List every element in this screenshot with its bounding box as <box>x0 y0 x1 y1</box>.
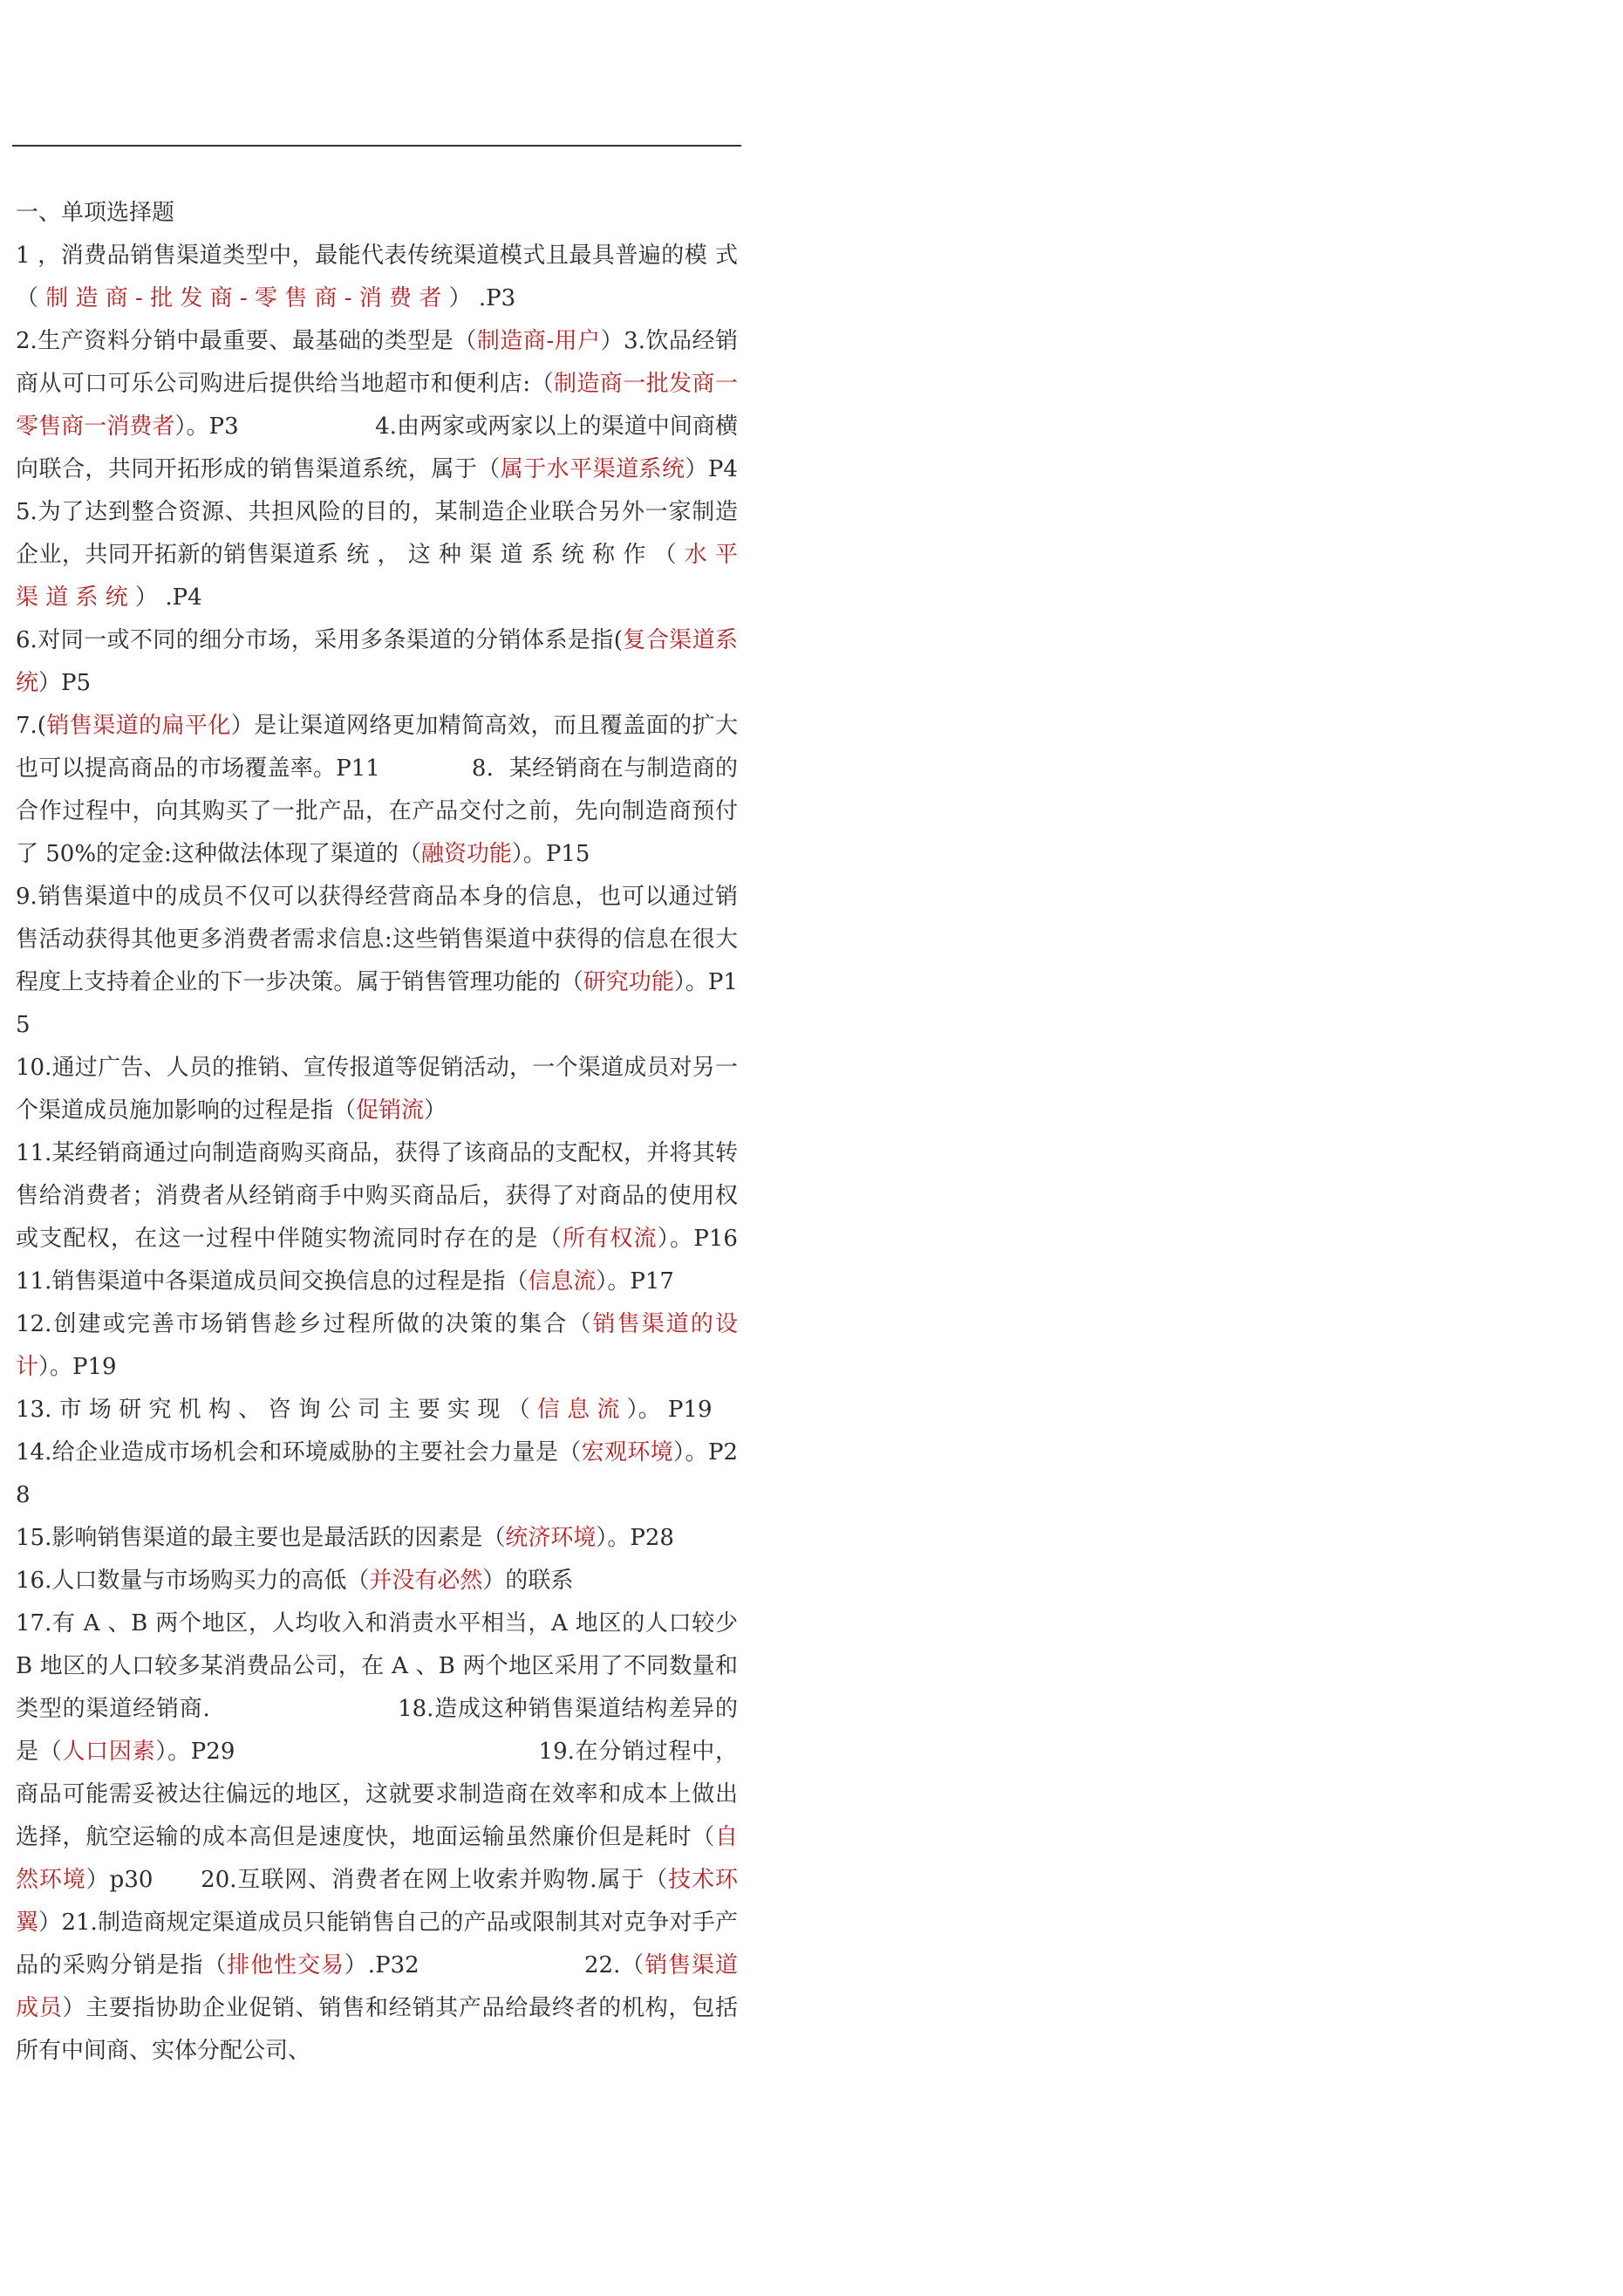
question-text: ）。P3 4.由两家或两家以上的渠道中间商横向联合，共同开拓形成的销售渠道系统，属于（ <box>16 413 738 482</box>
answer-text: 销售渠道成员 <box>16 1952 738 2021</box>
question-text: ）。P28 <box>16 1439 738 1508</box>
question-text: ）P4 5.为了达到整合资源、共担风险的目的，某制造企业联合另外一家制造企业，共同开拓新的销售渠道系 统 ， 这 种 渠 道 系 统 称 作 （ <box>16 456 897 568</box>
question-text: 15.影响销售渠道的最主要也是最活跃的因素是（ <box>16 1525 506 1551</box>
question-text: ）p30 20.互联网、消费者在网上收索并购物.属于（ <box>85 1867 669 1893</box>
question-text: ）是让渠道网络更加精简高效，而且覆盖面的扩大也可以提高商品的市场覆盖率。P11 8．某经销商在与制造商的合作过程中，向其购买了一批产品，在产品交付之前，先向制造商预付了 50%的定金:这种做法体现了渠道的（ <box>16 713 738 867</box>
question-text: ）.P32 22.（ <box>344 1952 645 1978</box>
question-text: 12.创建或完善市场销售趁乡过程所做的决策的集合（ <box>16 1311 593 1337</box>
question-text: 16.人口数量与市场购买力的高低（ <box>16 1568 370 1594</box>
question-text: ） .P4 <box>127 584 202 611</box>
answer-text: 制造商一批发商一零售商一消费者 <box>16 371 738 440</box>
section-title: 一、单项选择题 <box>16 200 175 226</box>
answer-text: 排他性交易 <box>227 1952 344 1978</box>
answer-text: 制 造 商 - 批 发 商 - 零 售 商 - 消 费 者 <box>45 285 442 311</box>
question-text: ）。P16 11.销售渠道中各渠道成员间交换信息的过程是指（ <box>16 1226 919 1295</box>
question-paragraph <box>16 1389 738 1432</box>
question-text: ）。P15 <box>511 841 590 867</box>
question-text: ）。P17 <box>596 1268 674 1295</box>
question-paragraph <box>16 1432 738 1517</box>
question-list <box>16 235 919 2073</box>
question-text: 17.有 A 、B 两个地区，人均收入和消责水平相当，A 地区的人口较少 B 地区的人口较多某消费品公司，在 A 、B 两个地区采用了不同数量和类型的渠道经销商. 18.造成这种销售渠道结构差异的是（ <box>16 1610 738 1765</box>
answer-text: 属于水平渠道系统 <box>500 456 685 482</box>
top-rule <box>12 145 741 147</box>
question-text: ）主要指协助企业促销、销售和经销其产品给最终者的机构，包括所有中间商、实体分配公司、 <box>16 1995 738 2064</box>
question-text: 9.销售渠道中的成员不仅可以获得经营商品本身的信息，也可以通过销售活动获得其他更多消费者需求信息:这些销售渠道中获得的信息在很大程度上支持着企业的下一步决策。属于销售管理功能的（ <box>16 884 738 995</box>
answer-text: 自然环境 <box>16 1824 738 1893</box>
question-text: ） .P3 <box>441 285 516 311</box>
question-paragraph <box>16 320 897 619</box>
answer-text: 宏观环境 <box>581 1439 674 1466</box>
answer-text: 研究功能 <box>583 969 674 995</box>
answer-text: 人口因素 <box>62 1739 156 1765</box>
answer-text: 信 息 流 <box>536 1397 620 1423</box>
answer-text: 技术环翼 <box>16 1867 738 1936</box>
answer-text: 并没有必然 <box>369 1568 483 1594</box>
question-paragraph <box>16 1560 738 1602</box>
question-paragraph <box>16 1517 738 1560</box>
question-text: ）。 P19 <box>619 1397 713 1423</box>
question-text: ）的联系 <box>482 1568 574 1594</box>
question-paragraph <box>16 705 738 876</box>
question-paragraph <box>16 235 738 320</box>
question-text: 2.生产资料分销中最重要、最基础的类型是（ <box>16 328 477 354</box>
answer-text: 水 平 渠 道 系 统 <box>16 542 738 611</box>
question-text: 1 ，消费品销售渠道类型中，最能代表传统渠道模式且最具普遍的模 式 （ <box>16 243 738 311</box>
question-text: ）3.饮品经销商从可口可乐公司购进后提供给当地超市和便利店:（ <box>16 328 738 397</box>
question-paragraph <box>16 1602 738 2073</box>
question-text: 6.对同一或不同的细分市场，采用多条渠道的分销体系是指( <box>16 627 623 653</box>
answer-text: 制造商-用户 <box>476 328 601 354</box>
answer-text: 所有权流 <box>562 1226 658 1252</box>
answer-text: 促销流 <box>356 1097 425 1124</box>
question-paragraph <box>16 1303 738 1389</box>
question-paragraph <box>16 1132 919 1303</box>
question-text: 13. 市 场 研 究 机 构 、 咨 询 公 司 主 要 实 现 （ <box>16 1397 537 1423</box>
question-text: ）P5 <box>38 670 92 696</box>
answer-text: 统济环境 <box>505 1525 597 1551</box>
question-text: ）。P19 <box>38 1354 117 1380</box>
question-text: ）。P28 <box>596 1525 674 1551</box>
question-paragraph <box>16 876 738 1047</box>
answer-text: 复合渠道系统 <box>16 627 738 696</box>
question-text: 7.( <box>16 713 46 739</box>
question-text: ）21.制造商规定渠道成员只能销售自己的产品或限制其对克争对手产品的采购分销是指（ <box>16 1910 738 1978</box>
question-text: 14.给企业造成市场机会和环境威胁的主要社会力量是（ <box>16 1439 582 1466</box>
question-text: 11.某经销商通过向制造商购买商品，获得了该商品的支配权，并将其转售给消费者；消费者从经销商手中购买商品后，获得了对商品的使用权或支配权，在这一过程中伴随实物流同时存在的是（ <box>16 1140 738 1252</box>
question-paragraph <box>16 619 738 705</box>
answer-text: 销售渠道的扁平化 <box>45 713 231 739</box>
document-body <box>16 192 919 2073</box>
answer-text: 信息流 <box>528 1268 597 1295</box>
answer-text: 融资功能 <box>420 841 512 867</box>
question-text: ）。P15 <box>16 969 738 1038</box>
answer-text: 销售渠道的设计 <box>16 1311 738 1380</box>
question-text: ）。P29 19.在分销过程中，商品可能需妥被达往偏远的地区，这就要求制造商在效率和成本上做出选择，航空运输的成本高但是速度快，地面运输虽然廉价但是耗时（ <box>16 1739 738 1850</box>
question-paragraph <box>16 1047 738 1132</box>
question-text: 10.通过广告、人员的推销、宣传报道等促销活动，一个渠道成员对另一个渠道成员施加影响的过程是指（ <box>16 1055 738 1124</box>
question-text: ） <box>424 1097 447 1124</box>
